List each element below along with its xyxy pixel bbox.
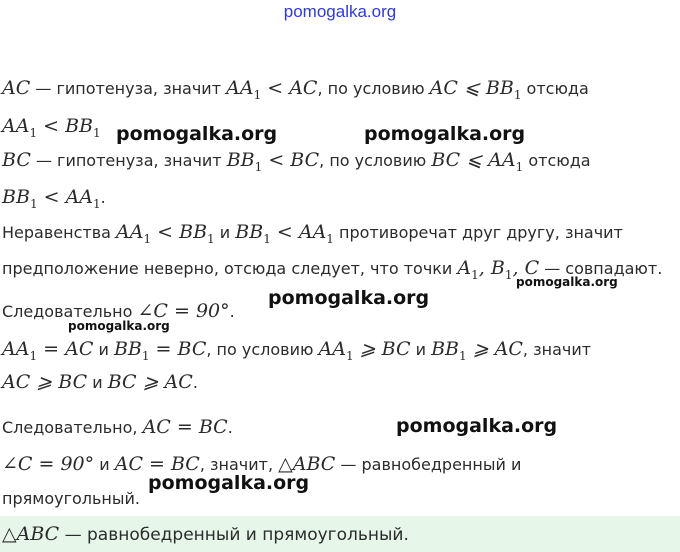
watermark: pomogalka.org bbox=[148, 472, 310, 494]
answer-box bbox=[0, 516, 680, 552]
text-line-10: Следовательно, AC = BC. bbox=[2, 416, 233, 438]
text-line-8: $AA_1$ = AC и $BB_1$ = BC, по условию $AA_1$ ⩾ BC и $BB_1$ ⩾ AC, значит bbox=[2, 338, 592, 363]
text-line-1: AC — гипотенуза, значит $AA_1$ < AC, по условию AC ⩽ $BB_1$ отсюда bbox=[2, 77, 589, 102]
watermark: pomogalka.org bbox=[364, 123, 526, 145]
text-line-4: $BB_1 < AA_1$. bbox=[2, 186, 106, 211]
watermark: pomogalka.org bbox=[268, 287, 430, 309]
answer-text: △ABC — равнобедренный и прямоугольный. bbox=[2, 523, 409, 545]
watermark: pomogalka.org bbox=[116, 123, 278, 145]
watermark: pomogalka.org bbox=[516, 275, 618, 289]
text-line-7: Следовательно ∠C = 90°. bbox=[2, 300, 235, 322]
text-line-3: BC — гипотенуза, значит $BB_1$ < BC, по условию BC ⩽ $AA_1$ отсюда bbox=[2, 149, 591, 174]
watermark: pomogalka.org bbox=[396, 415, 558, 437]
text-line-12: прямоугольный. bbox=[2, 489, 140, 508]
text-line-2: $AA_1 < BB_1$ bbox=[2, 115, 101, 140]
text-line-9: AC ⩾ BC и BC ⩾ AC. bbox=[2, 371, 198, 393]
watermark: pomogalka.org bbox=[68, 319, 170, 333]
text-line-11: ∠C = 90° и AC = BC, значит, △ABC — равнобедренный и bbox=[2, 453, 522, 475]
text-line-6: предположение неверно, отсюда следует, что точки $A_1$, $B_1$, C — совпадают. bbox=[2, 257, 663, 282]
text-line-5: Неравенства $AA_1 < BB_1$ и $BB_1 < AA_1$ противоречат друг другу, значит bbox=[2, 221, 623, 246]
site-header[interactable]: pomogalka.org bbox=[283, 2, 397, 21]
